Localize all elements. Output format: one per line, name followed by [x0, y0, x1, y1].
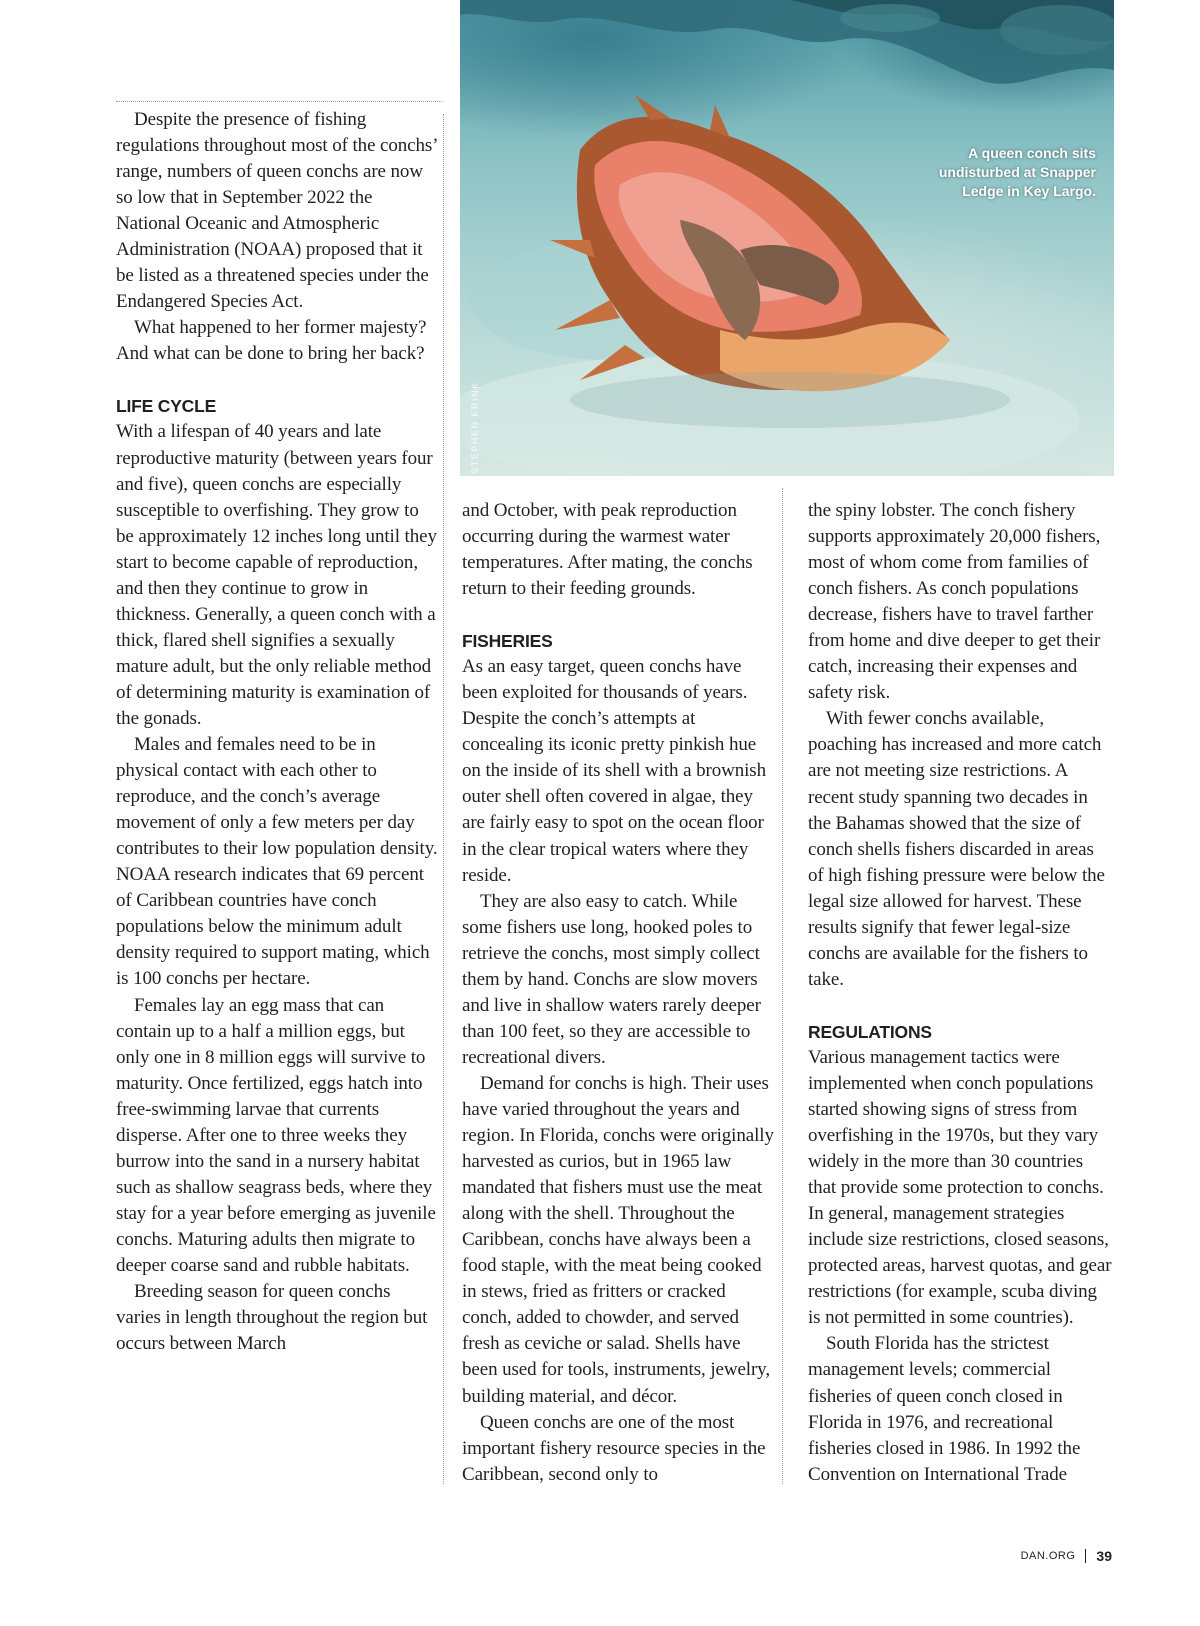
- footer-separator: [1085, 1549, 1086, 1563]
- paragraph: With a lifespan of 40 years and late reproductive maturity (between years four and five), queen conchs are especially susceptible to overfishing. They grow to be approximately 12 inches long until they start to become capable of reproduction, and then they continue to grow in thickness. Generally, a queen conch with a thick, flared shell signifies a sexually mature adult, but the only reliable method of determining maturity is examination of the gonads.: [116, 421, 437, 729]
- column-divider-1: [443, 114, 444, 1484]
- paragraph: They are also easy to catch. While some fishers use long, hooked poles to retrieve the conchs, most simply collect them by hand. Conchs are slow movers and live in shallow waters rarely deeper than 100 feet, so they are accessible to recreational divers.: [462, 890, 761, 1068]
- paragraph: and October, with peak reproduction occurring during the warmest water temperatures. After mating, the conchs return to their feeding grounds.: [462, 500, 753, 600]
- photo-credit: STEPHEN FRINK: [470, 381, 480, 474]
- article-column-1: [116, 107, 438, 1357]
- conch-illustration: [460, 0, 1114, 476]
- page-footer: [1021, 1548, 1112, 1564]
- paragraph: South Florida has the strictest management levels; commercial fisheries of queen conch closed in Florida in 1976, and recreational fisheries closed in 1986. In 1992 the Convention on International Trade: [808, 1333, 1081, 1485]
- paragraph: Breeding season for queen conchs varies in length throughout the region but occurs between March: [116, 1281, 428, 1355]
- photo-caption: A queen conch sits undisturbed at Snapper Ledge in Key Largo.: [938, 145, 1096, 199]
- paragraph: Females lay an egg mass that can contain up to a half a million eggs, but only one in 8 million eggs will survive to maturity. Once fertilized, eggs hatch into free-swimming larvae that currents disperse. After one to three weeks they burrow into the sand in a nursery habitat such as shallow seagrass beds, where they stay for a year before emerging as juvenile conchs. Maturing adults then migrate to deeper coarse sand and rubble habitats.: [116, 994, 436, 1276]
- section-heading: FISHERIES: [462, 631, 553, 652]
- section-spacer: [462, 602, 778, 628]
- paragraph: As an easy target, queen conchs have been exploited for thousands of years. Despite the conch’s attempts at concealing its iconic pretty pinkish hue on the inside of its shell with a brownish outer shell often covered in algae, they are fairly easy to spot on the ocean floor in the clear tropical waters where they reside.: [462, 656, 766, 886]
- section-spacer: [808, 993, 1114, 1019]
- article-column-3: [808, 498, 1114, 1488]
- footer-site: DAN.ORG: [1020, 1550, 1076, 1562]
- paragraph: Despite the presence of fishing regulations throughout most of the conchs’ range, numbers of queen conchs are now so low that in September 2022 the National Oceanic and Atmospheric Administration (NOAA) proposed that it be listed as a threatened species under the Endangered Species Act.: [116, 109, 438, 313]
- column-divider-2: [782, 488, 783, 1484]
- paragraph: Various management tactics were implemented when conch populations started showing signs of stress from overfishing in the 1970s, but they vary widely in the more than 30 countries that provide some protection to conchs. In general, management strategies include size restrictions, closed seasons, protected areas, harvest quotas, and gear restrictions (for example, scuba diving is not permitted in some countries).: [808, 1046, 1112, 1329]
- section-spacer: [116, 367, 438, 393]
- section-heading: LIFE CYCLE: [116, 396, 217, 417]
- page-number: 39: [1096, 1548, 1112, 1564]
- article-column-2: [462, 498, 778, 1488]
- paragraph: With fewer conchs available, poaching has increased and more catch are not meeting size restrictions. A recent study spanning two decades in the Bahamas showed that the size of conch shells fishers discarded in areas of high fishing pressure were below the legal size allowed for harvest. These results signify that fewer legal-size conchs are available for the fishers to take.: [808, 708, 1105, 990]
- paragraph: the spiny lobster. The conch fishery supports approximately 20,000 fishers, most of whom come from families of conch fishers. As conch populations decrease, fishers have to travel farther from home and dive deeper to get their catch, increasing their expenses and safety risk.: [808, 500, 1101, 704]
- top-dotted-rule: [116, 101, 442, 102]
- section-heading: REGULATIONS: [808, 1021, 932, 1042]
- conch-photo: [460, 0, 1114, 476]
- paragraph: Queen conchs are one of the most important fishery resource species in the Caribbean, second only to: [462, 1411, 766, 1485]
- paragraph: Demand for conchs is high. Their uses have varied throughout the years and region. In Florida, conchs were originally harvested as curios, but in 1965 law mandated that fishers must use the meat along with the shell. Throughout the Caribbean, conchs have always been a food staple, with the meat being cooked in stews, fried as fritters or cracked conch, added to chowder, and served fresh as ceviche or salad. Shells have been used for tools, instruments, jewelry, building material, and décor.: [462, 1072, 774, 1407]
- paragraph: What happened to her former majesty? And what can be done to bring her back?: [116, 317, 427, 365]
- paragraph: Males and females need to be in physical contact with each other to reproduce, and the conch’s average movement of only a few meters per day contributes to their low population density. NOAA research indicates that 69 percent of Caribbean countries have conch populations below the minimum adult density required to support mating, which is 100 conchs per hectare.: [116, 734, 438, 990]
